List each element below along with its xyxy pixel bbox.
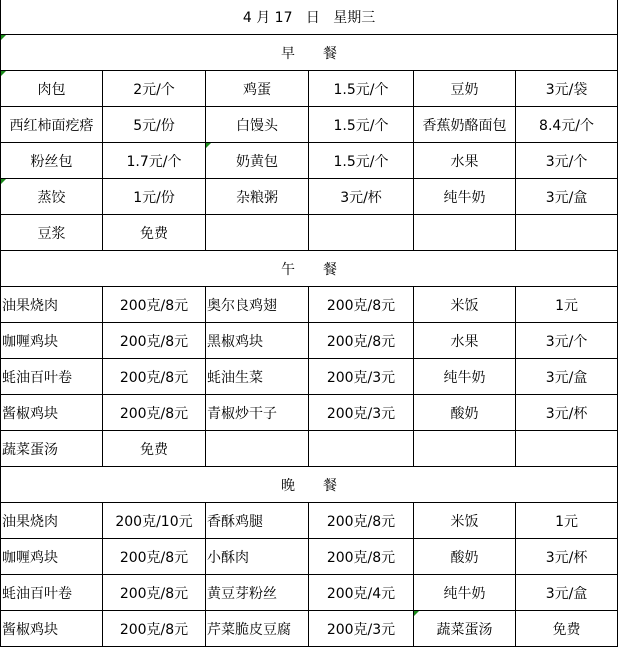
item-price-cell: 200克/8元 [103, 323, 206, 359]
dinner-title-b: 餐 [323, 477, 338, 494]
table-row [1, 287, 618, 323]
item-name-cell: 粉丝包 [1, 143, 103, 179]
table-row [1, 611, 618, 647]
item-price-cell [309, 431, 414, 467]
header-weekday: 星期三 [333, 10, 376, 26]
item-price-cell: 1元/份 [103, 179, 206, 215]
item-name-cell: 酱椒鸡块 [1, 395, 103, 431]
table-row [1, 107, 618, 143]
item-name-cell: 蚝油百叶卷 [1, 575, 103, 611]
item-price-cell: 200克/8元 [309, 539, 414, 575]
item-price-cell: 200克/8元 [103, 395, 206, 431]
item-name-cell: 芹菜脆皮豆腐 [206, 611, 309, 647]
table-row [1, 71, 618, 107]
item-name-cell: 蔬菜蛋汤 [1, 431, 103, 467]
item-name-cell: 蚝油百叶卷 [1, 359, 103, 395]
item-price-cell: 3元/杯 [309, 179, 414, 215]
item-name-cell: 水果 [414, 143, 516, 179]
date-header-row [1, 0, 618, 35]
item-price-cell: 1元 [516, 503, 618, 539]
item-name-cell: 咖喱鸡块 [1, 539, 103, 575]
item-price-cell: 200克/8元 [103, 575, 206, 611]
item-price-cell: 200克/8元 [309, 287, 414, 323]
item-name-cell: 杂粮粥 [206, 179, 309, 215]
item-price-cell: 8.4元/个 [516, 107, 618, 143]
item-name-cell: 奶黄包 [206, 143, 309, 179]
dinner-title [1, 467, 618, 503]
item-name-cell: 黄豆芽粉丝 [206, 575, 309, 611]
lunch-title-a: 午 [281, 261, 296, 278]
header-day: 17 [274, 10, 293, 26]
item-price-cell: 3元/杯 [516, 539, 618, 575]
table-row [1, 539, 618, 575]
item-price-cell: 3元/盒 [516, 575, 618, 611]
item-name-cell [414, 431, 516, 467]
item-price-cell: 3元/盒 [516, 359, 618, 395]
item-price-cell: 5元/份 [103, 107, 206, 143]
item-name-cell: 油果烧肉 [1, 503, 103, 539]
item-name-cell: 米饭 [414, 287, 516, 323]
header-month: 4 [242, 10, 252, 26]
date-header [1, 0, 618, 35]
lunch-title [1, 251, 618, 287]
item-price-cell: 2元/个 [103, 71, 206, 107]
item-price-cell: 3元/个 [516, 323, 618, 359]
item-price-cell: 200克/8元 [103, 287, 206, 323]
item-name-cell: 纯牛奶 [414, 179, 516, 215]
item-price-cell: 1.7元/个 [103, 143, 206, 179]
item-price-cell: 200克/8元 [103, 359, 206, 395]
item-price-cell: 1.5元/个 [309, 143, 414, 179]
item-price-cell [309, 215, 414, 251]
item-price-cell: 3元/盒 [516, 179, 618, 215]
item-price-cell: 200克/3元 [309, 395, 414, 431]
item-name-cell: 纯牛奶 [414, 359, 516, 395]
item-price-cell: 200克/8元 [103, 539, 206, 575]
breakfast-title [1, 35, 618, 71]
item-price-cell [516, 215, 618, 251]
item-name-cell: 豆浆 [1, 215, 103, 251]
item-name-cell: 西红柿面疙瘩 [1, 107, 103, 143]
item-name-cell [206, 431, 309, 467]
item-name-cell: 水果 [414, 323, 516, 359]
item-name-cell: 香酥鸡腿 [206, 503, 309, 539]
table-row [1, 575, 618, 611]
header-day-label: 日 [305, 10, 320, 26]
item-price-cell: 免费 [103, 215, 206, 251]
lunch-title-row [1, 251, 618, 287]
item-name-cell: 酱椒鸡块 [1, 611, 103, 647]
item-price-cell: 3元/个 [516, 143, 618, 179]
item-name-cell: 青椒炒干子 [206, 395, 309, 431]
item-price-cell: 200克/8元 [309, 323, 414, 359]
item-price-cell: 200克/3元 [309, 359, 414, 395]
item-name-cell [414, 215, 516, 251]
item-price-cell: 免费 [516, 611, 618, 647]
item-name-cell: 酸奶 [414, 395, 516, 431]
item-price-cell: 200克/8元 [103, 611, 206, 647]
item-name-cell: 奥尔良鸡翅 [206, 287, 309, 323]
item-price-cell: 1.5元/个 [309, 71, 414, 107]
item-price-cell: 200克/10元 [103, 503, 206, 539]
item-name-cell: 黑椒鸡块 [206, 323, 309, 359]
table-row [1, 323, 618, 359]
table-row [1, 503, 618, 539]
item-name-cell: 油果烧肉 [1, 287, 103, 323]
dinner-title-row [1, 467, 618, 503]
item-name-cell: 酸奶 [414, 539, 516, 575]
breakfast-title-a: 早 [281, 45, 296, 62]
item-name-cell: 纯牛奶 [414, 575, 516, 611]
item-name-cell: 小酥肉 [206, 539, 309, 575]
dinner-title-a: 晚 [281, 477, 296, 494]
breakfast-title-row [1, 35, 618, 71]
table-row [1, 143, 618, 179]
item-price-cell: 200克/8元 [309, 503, 414, 539]
item-name-cell: 鸡蛋 [206, 71, 309, 107]
item-name-cell: 蚝油生菜 [206, 359, 309, 395]
item-price-cell: 1.5元/个 [309, 107, 414, 143]
item-name-cell [206, 215, 309, 251]
table-row [1, 395, 618, 431]
item-name-cell: 白馒头 [206, 107, 309, 143]
item-price-cell: 免费 [103, 431, 206, 467]
item-name-cell: 蔬菜蛋汤 [414, 611, 516, 647]
item-name-cell: 豆奶 [414, 71, 516, 107]
item-name-cell: 米饭 [414, 503, 516, 539]
item-name-cell: 香蕉奶酪面包 [414, 107, 516, 143]
item-price-cell: 200克/4元 [309, 575, 414, 611]
table-row [1, 179, 618, 215]
item-name-cell: 咖喱鸡块 [1, 323, 103, 359]
item-price-cell: 3元/袋 [516, 71, 618, 107]
table-row [1, 359, 618, 395]
item-name-cell: 肉包 [1, 71, 103, 107]
item-price-cell: 1元 [516, 287, 618, 323]
table-row [1, 431, 618, 467]
item-price-cell [516, 431, 618, 467]
item-price-cell: 3元/杯 [516, 395, 618, 431]
header-month-label: 月 [256, 10, 271, 26]
item-name-cell: 蒸饺 [1, 179, 103, 215]
lunch-title-b: 餐 [323, 261, 338, 278]
item-price-cell: 200克/3元 [309, 611, 414, 647]
breakfast-title-b: 餐 [323, 45, 338, 62]
table-row [1, 215, 618, 251]
